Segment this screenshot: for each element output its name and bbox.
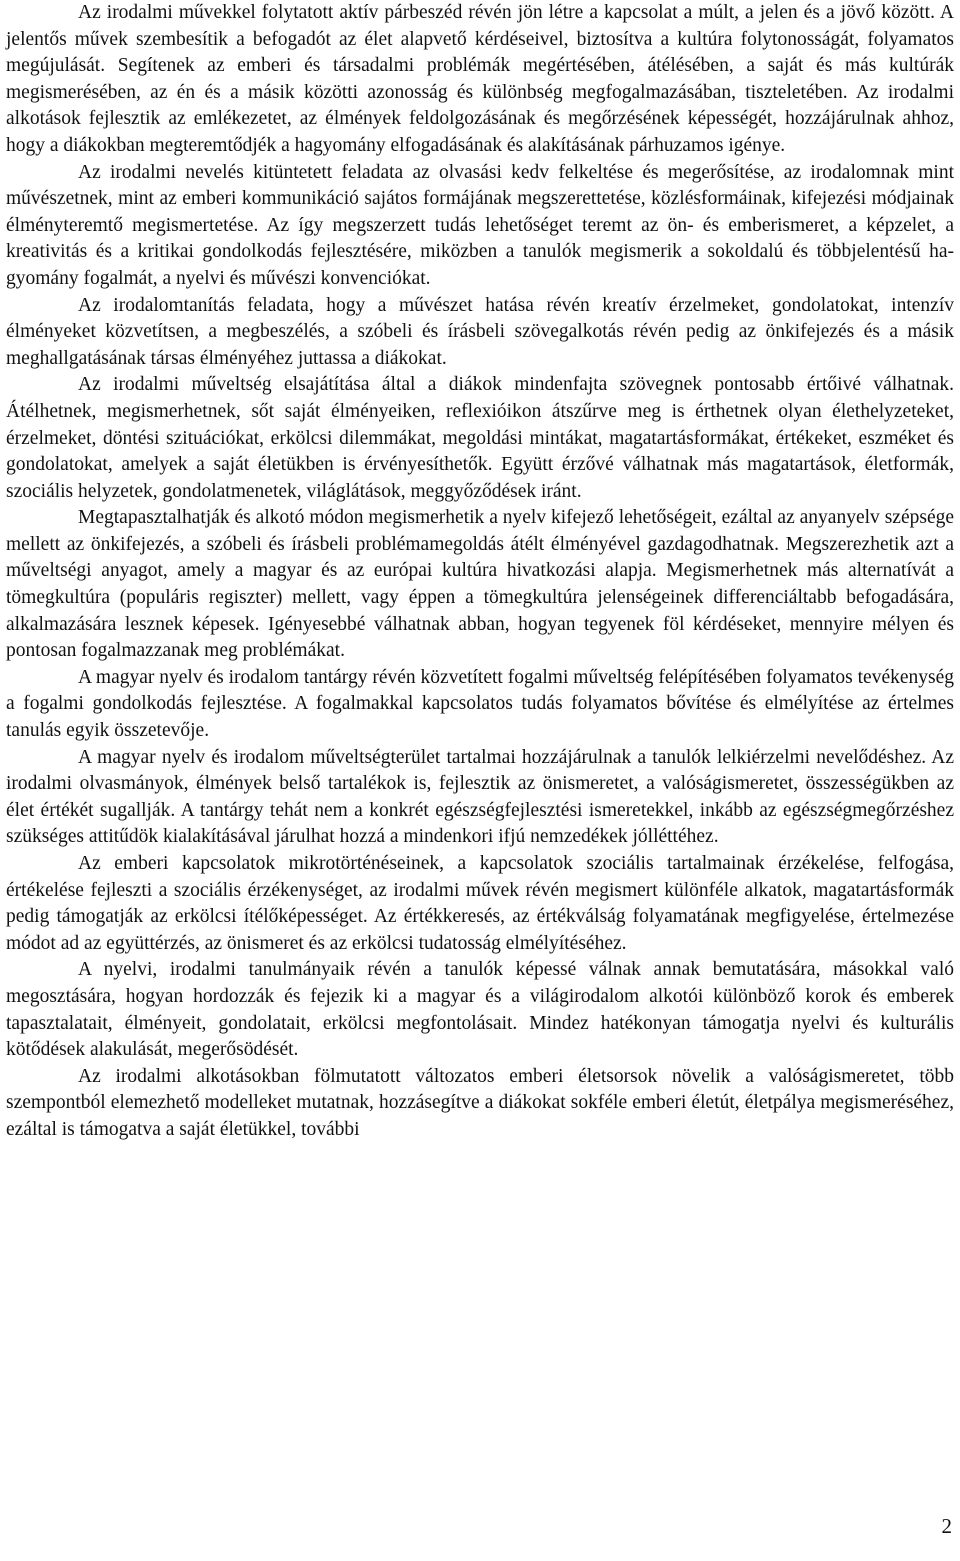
paragraph-10: Az irodalmi alkotásokban fölmutatott változatos emberi életsorsok növelik a valóságismeretet, több szempontból elemezhető modelleket mutatnak, hozzásegítve a diákokat sokféle emberi életút, életpálya megismeréséhez, ezáltal is támogatva a saját életükkel, további [6, 1065, 954, 1140]
paragraph-6: A magyar nyelv és irodalom tantárgy révén közvetített fogalmi műveltség felépítésében folyamatos tevékenység a fogalmi gondolkodás fejlesztése. A fogalmakkal kapcsolatos tudás folyamatos bővítése és elmélyítése az értelmes tanulás egyik összetevője. [6, 666, 954, 742]
page-number: 2 [941, 1514, 952, 1538]
paragraph-3: Az irodalomtanítás feladata, hogy a művészet hatása révén kreatív érzelmeket, gondolatokat, intenzív élményeket közvetítsen, a megbeszélés, a szóbeli és írásbeli szövegalkotás révén pedig az önkifejezés és a másik meghallgatásának társas élményéhez juttassa a diákokat. [6, 294, 954, 369]
paragraph-9: A nyelvi, irodalmi tanulmányaik révén a tanulók képessé válnak annak bemutatására, másokkal való megosztására, hogyan hordozzák és fejezik ki a magyar és a világirodalom alkotói különböző korok és emberek tapasztalatait, élményeit, gondolatait, erkölcsi megfontolásait. Mindez hatékonyan támogatja nyelvi és kulturális kötődések alakulását, megerősödését. [6, 959, 954, 1061]
paragraph-5: Megtapasztalhatják és alkotó módon megismerhetik a nyelv kifejező lehetőségeit, ezáltal az anyanyelv szépsége mellett az önkifejezés, a szóbeli és írásbeli problémamegoldás átélt élményével gazdagodhatnak. Megszerezhetik azt a műveltségi anyagot, amely a magyar és az európai kultúra hivatkozási alapja. Megismerhetnek más alternatívát a tömegkultúra (populáris regiszter) mellett, vagy éppen a tömegkultúra jelenségeinek differenciáltabb befogadására, alkalmazására lesznek képesek. Igényesebbé válhatnak abban, hogyan tegyenek föl kérdéseket, mennyire mélyen és pontosan fogalmazzanak meg problémákat. [6, 507, 954, 662]
document-body [6, 0, 954, 1144]
paragraph-2: Az irodalmi nevelés kitüntetett feladata az olvasási kedv felkeltése és megerősítése, az irodalomnak mint művészetnek, mint az emberi kommunikáció sajátos formájának megszerettetése, közlésformáinak, kifejezési módjainak élményteremtő megismertetése. Az így megszerzett tudás lehetőséget teremt az ön- és emberismeret, a képzelet, a kreativitás és a kritikai gondolkodás fejlesztésére, miközben a tanulók megismerik a sokoldalú és többjelentésű hagyomány fogalmát, a nyelvi és művészi konvenciókat. [6, 161, 954, 289]
paragraph-4: Az irodalmi műveltség elsajátítása által a diákok mindenfajta szövegnek pontosabb értőivé válhatnak. Átélhetnek, megismerhetnek, sőt saját élményeiken, reflexióikon átszűrve meg is érthetnek olyan élethelyzeteket, érzelmeket, döntési szituációkat, erkölcsi dilemmákat, megoldási mintákat, magatartásformákat, értékeket, eszméket és gondolatokat, amelyek a saját életükben is érvényesíthetők. Együtt érzővé válhatnak más magatartások, életformák, szociális helyzetek, gondolatmenetek, világlátások, meggyőződések iránt. [6, 374, 954, 502]
paragraph-8: Az emberi kapcsolatok mikrotörténéseinek, a kapcsolatok szociális tartalmainak érzékelése, felfogása, értékelése fejleszti a szociális érzékenységet, az irodalmi művek révén megismert különféle alkatok, magatartásformák pedig támogatják az erkölcsi ítélőképességet. Az értékkeresés, az értékválság folyamatának megfigyelése, értelmezése módot ad az együttérzés, az önismeret és az erkölcsi tudatosság elmélyítéséhez. [6, 853, 954, 954]
paragraph-1: Az irodalmi művekkel folytatott aktív párbeszéd révén jön létre a kapcsolat a múlt, a jelen és a jövő között. A jelentős művek szembesítik a befogadót az élet alapvető kérdéseivel, biztosítva a kultúra folytonosságát, folyamatos megújulását. Segítenek az emberi és társadalmi problémák megértésében, átélésében, a saját és más kultúrák megismerésében, az én és a másik közötti azonosság és különbség megfogalmazásában, tiszteletében. Az irodalmi alkotások fejlesztik az emlékezetet, az élmények feldolgozásának és megőrzésének képességét, hozzájárulnak ahhoz, hogy a diákokban megteremtődjék a hagyomány elfogadásának és alakításának párhuzamos igénye. [6, 2, 954, 156]
paragraph-7: A magyar nyelv és irodalom műveltségterület tartalmai hozzájárulnak a tanulók lelkiérzelmi nevelődéshez. Az irodalmi olvasmányok, élmények belső tartalékok is, fejlesztik az önismeretet, a valóságismeretet, összességükben az élet értékét sugallják. A tantárgy tehát nem a konkrét egészségfejlesztési ismeretekkel, inkább az egészségmegőrzéshez szükséges attitűdök kialakításával járulhat hozzá a mindenkori ifjú nemzedékek jólléttéhez. [6, 746, 954, 848]
